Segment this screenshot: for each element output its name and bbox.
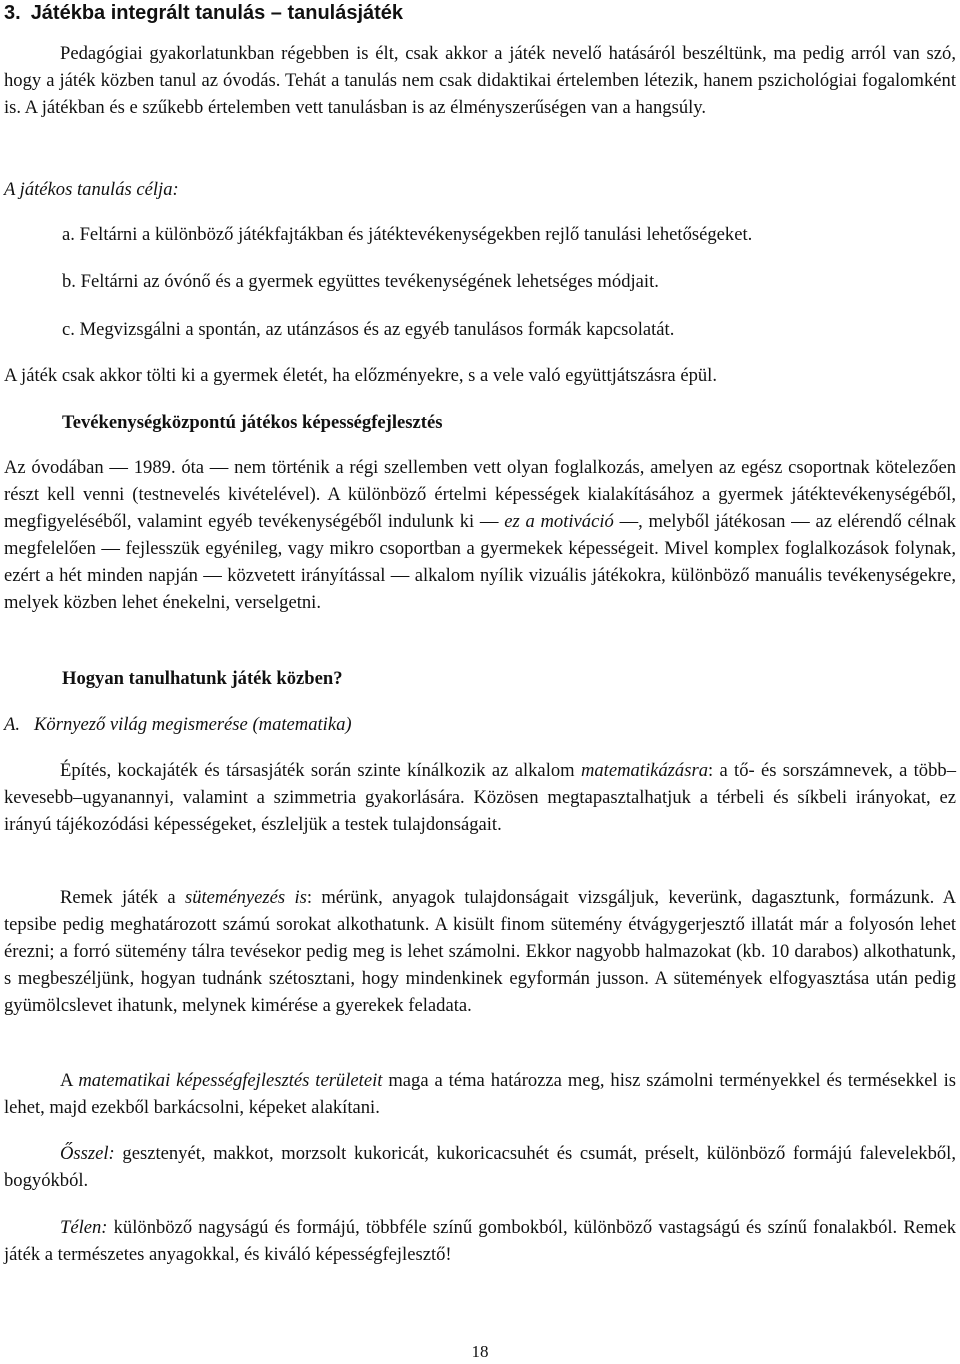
section-a-title: Környező világ megismerése (matematika) (34, 714, 352, 735)
aim-item-text: Feltárni az óvónő és a gyermek együttes tevékenységének lehetséges módjait. (80, 271, 659, 292)
aim-conclusion: A játék csak akkor tölti ki a gyermek életét, ha előzményekre, s a vele való együttjátszásra épül. (4, 365, 717, 386)
math-paragraph (4, 1067, 956, 1121)
aim-item-marker: a. (62, 224, 75, 245)
math-italic: matematikai képességfejlesztés területeit (78, 1070, 383, 1091)
kindergarten-italic: ez a motiváció (504, 511, 614, 532)
math-text-1: A (60, 1070, 79, 1091)
winter-paragraph (4, 1214, 956, 1268)
section-number: 3. (4, 2, 21, 24)
aim-label-line (4, 176, 179, 203)
section-title: Játékba integrált tanulás – tanulásjáték (30, 2, 404, 24)
section-a-heading (4, 711, 352, 738)
page-number: 18 (471, 1342, 489, 1361)
building-paragraph (4, 757, 956, 838)
aim-item (62, 221, 752, 248)
section-heading (4, 0, 403, 26)
kindergarten-paragraph (4, 454, 956, 616)
autumn-text: gesztenyét, makkot, morzsolt kukoricát, kukoricacsuhét és csumát, préselt, különböző formájú falevelekből, bogyókból. (4, 1143, 956, 1191)
kindergarten-text-2: —, melyből játékosan — az elérendő célnak megfelelően — fejlesszük egyénileg, vagy mikro csoportban a gyermekek képességeit. Mivel komplex foglalkozások folynak, ezért a hét minden napján — közvetett irányítással — alkalom nyílik vizuális játékokra, különböző manuális tevékenységekre, melyek közben lehet énekelni, verselgetni. (4, 511, 957, 613)
autumn-paragraph (4, 1140, 956, 1194)
autumn-italic: Ősszel: (60, 1143, 115, 1164)
aim-item (62, 268, 659, 295)
section-a-marker: A. (4, 714, 21, 735)
baking-text-1: Remek játék a (60, 887, 185, 908)
intro-paragraph (4, 40, 956, 121)
math-text-2: maga a téma határozza meg, hisz számolni terményekkel és termésekkel is lehet, majd ezekből barkácsolni, képeket alakítani. (4, 1070, 956, 1118)
aim-item-text: Megvizsgálni a spontán, az utánzásos és az egyéb tanulásos formák kapcsolatát. (79, 319, 675, 340)
aim-item-marker: c. (62, 319, 75, 340)
baking-text-2: : mérünk, anyagok tulajdonságait vizsgáljuk, keverünk, dagasztunk, formázunk. A tepsibe pedig meghatározott számú sorokat alkothatunk. A kisült finom sütemény étvágygerjesztő illatát már a folyosón lehet érezni; a forró sütemény tálra tevésekor pedig meg is lehet számolni. Ekkor nagyobb halmazokat (kb. 10 darabos) alkothatunk, s megbeszéljünk, hogyan tudnánk szétosztani, hogy mindenkinek egyformán jusson. A sütemények elfogyasztása után pedig gyümölcslevet ihatunk, melynek kimérése a gyerekek feladata. (4, 887, 957, 1016)
building-italic: matematikázásra (580, 760, 708, 781)
subheading-how-to-learn: Hogyan tanulhatunk játék közben? (62, 668, 343, 689)
intro-text: Pedagógiai gyakorlatunkban régebben is élt, csak akkor a játék nevelő hatásáról beszéltünk, ma pedig arról van szó, hogy a játék közben tanul az óvodás. Tehát a tanulás nem csak didaktikai értelemben létezik, hanem pszichológiai fogalomként is. A játékban és e szűkebb értelemben vett tanulásban is az élményszerűségen van a hangsúly. (4, 43, 956, 118)
baking-paragraph (4, 884, 956, 1019)
aim-colon: : (172, 179, 179, 200)
kindergarten-text-1: Az óvodában — 1989. óta — nem történik a régi szellemben vett olyan foglalkozás, amelyen az egész csoportnak kötelezően részt kell venni (testnevelés kivételével). A különböző értelmi képességek kialakításához a gyermek játéktevékenységéből, megfigyeléséből, valamint egyéb tevékenységéből indulunk ki — (4, 457, 956, 532)
winter-italic: Télen: (60, 1217, 108, 1238)
winter-text: különböző nagyságú és formájú, többféle színű gombokból, különböző vastagságú és színű fonalakból. Remek játék a természetes anyagokkal, és kiváló képességfejlesztő! (4, 1217, 956, 1265)
aim-item-text: Feltárni a különböző játékfajtákban és játéktevékenységekben rejlő tanulási lehetőségeket. (79, 224, 753, 245)
building-text-1: Építés, kockajáték és társasjáték során szinte kínálkozik az alkalom (60, 760, 581, 781)
subheading-capability: Tevékenységközpontú játékos képességfejlesztés (62, 412, 443, 433)
aim-item-marker: b. (62, 271, 76, 292)
aim-item (62, 316, 674, 343)
building-text-2: : a tő- és sorszámnevek, a több–kevesebb–ugyanannyi, valamint a szimmetria gyakorlására. Közösen megtapasztalhatjuk a térbeli és síkbeli irányokat, ez irányú tájékozódási képességeket, észleljük a testek tulajdonságait. (4, 760, 956, 835)
aim-label: A játékos tanulás célja (4, 179, 173, 200)
baking-italic: süteményezés is (184, 887, 307, 908)
